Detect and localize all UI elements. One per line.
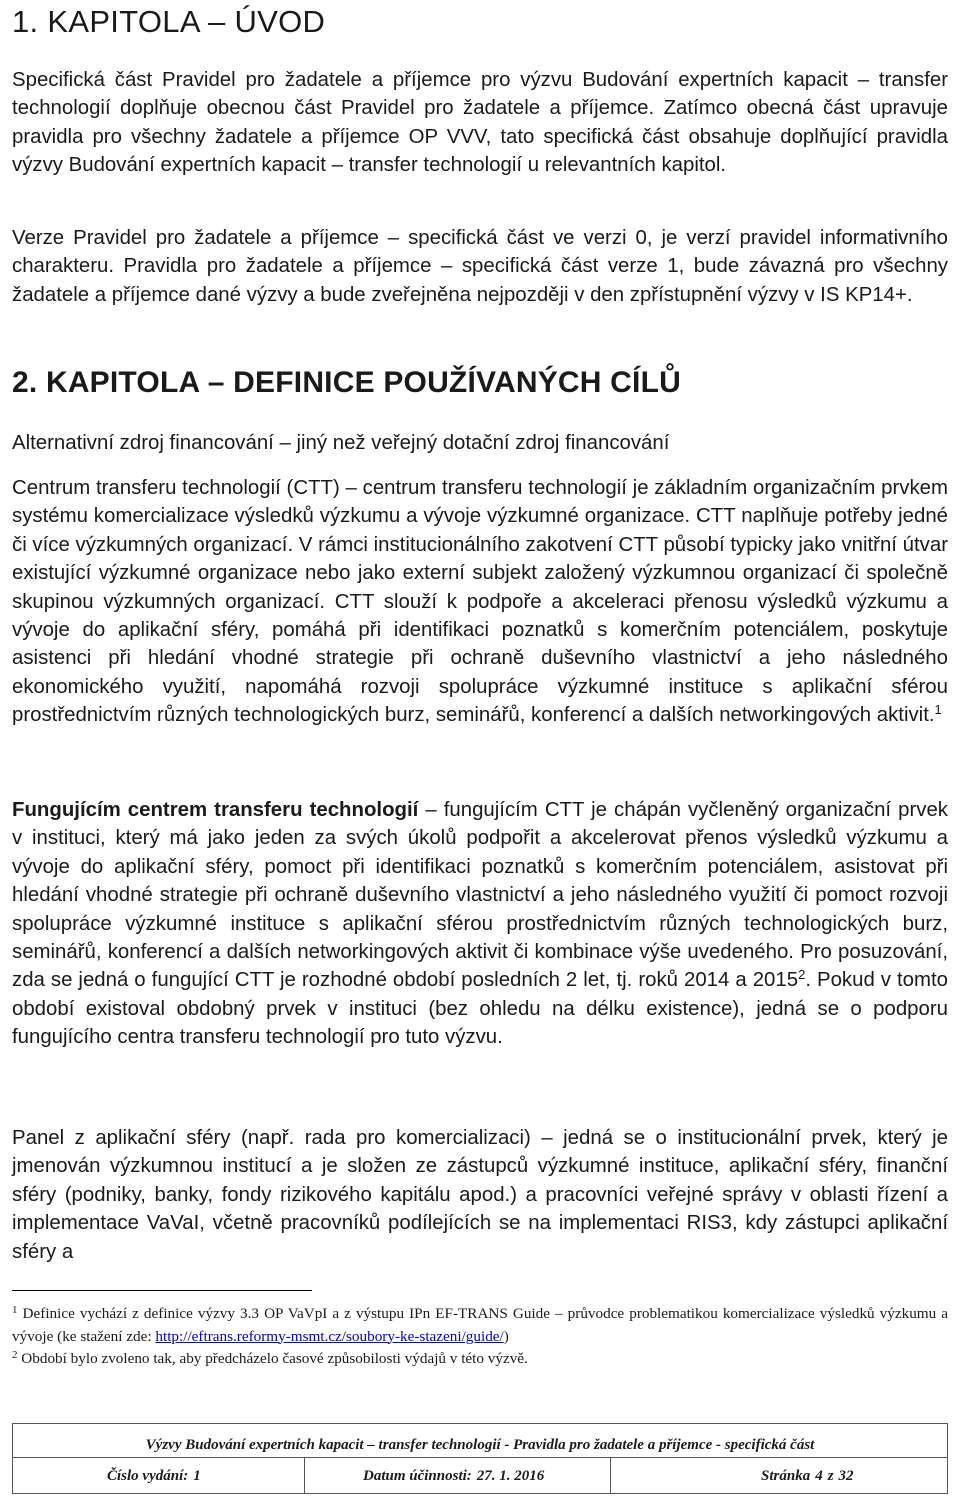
definition-alternative-funding: Alternativní zdroj financování – jiný než veřejný dotační zdroj financování [12,432,670,454]
footnote-2 [12,1348,948,1371]
footer-meta-row [13,1458,947,1494]
footer-date [305,1458,611,1494]
footer-page-current: 4 [815,1467,823,1484]
footnote-2-number: 2 [12,1349,18,1361]
footnote-1-number: 1 [12,1304,18,1316]
footer-issue [13,1458,305,1494]
footnote-ref-1[interactable]: 1 [934,702,942,718]
footer-title: Výzvy Budování expertních kapacit – transfer technologií - Pravidla pro žadatele a příjemce - specifická část [145,1437,815,1453]
footnotes [12,1303,948,1371]
definition-functioning-ctt-text-b: . Pokud v tomto období existoval obdobný prvek v instituci (bez ohledu na délku existence), jedná se o podporu fungujícího centra transferu technologií pro tuto výzvu. [12,969,948,1049]
definition-functioning-ctt-text-a: – fungujícím CTT je chápán vyčleněný organizační prvek v instituci, který má jako jeden za svých úkolů podpořit a akcelerovat přenos výsledků výzkumu a vývoje do aplikační sféry, pomoct při identifikaci poznatků s komerčním potenciálem, asistovat při hledání vhodné strategie při ochraně duševního vlastnictví a jeho následného využití či pomoct rozvoji spolupráce výzkumné instituce s aplikační sférou prostřednictvím různých technologických burz, seminářů, konferencí a dalších networkingových aktivit či kombinace výše uvedeného. Pro posuzování, zda se jedná o fungující CTT je rozhodné období posledních 2 let, tj. roků 2014 a 2015 [12,799,948,992]
footer-issue-label: Číslo vydání: [107,1467,189,1484]
footer-page-label: Stránka [761,1467,811,1484]
definition-application-panel: Panel z aplikační sféry (např. rada pro komercializaci) – jedná se o institucionální prvek, který je jmenován výzkumnou institucí a je složen ze zástupců výzkumné instituce, aplikační sféry, finanční sféry (podniky, banky, fondy rizikového kapitálu apod.) a pracovníci veřejné správy v oblasti řízení a implementace VaVaI, včetně pracovníků podílejících se na implementaci RIS3, kdy zástupci aplikační sféry a [12,1127,948,1263]
footer-page-of: z [827,1467,834,1484]
footer-title-row [13,1424,947,1458]
footnote-separator [12,1290,312,1291]
footnote-1-text: Definice vychází z definice výzvy 3.3 OP VaVpI a z výstupu IPn EF-TRANS Guide – průvodce problematikou komercializace výsledků výzkumu a vývoje (ke stažení zde: [12,1305,948,1345]
footer-date-label: Datum účinnosti: [363,1467,472,1484]
footnote-2-text: Období bylo zvoleno tak, aby předcházelo časové způsobilosti výdajů v této výzvě. [17,1350,528,1367]
footer-page-total: 32 [838,1467,854,1484]
definition-ctt [12,474,948,730]
footnote-1-end: ) [503,1327,509,1345]
footer-issue-value: 1 [193,1467,201,1484]
footnote-ref-2[interactable]: 2 [798,967,806,983]
footnote-1 [12,1303,948,1348]
footer-page [611,1458,947,1494]
chapter-1-paragraph-2: Verze Pravidel pro žadatele a příjemce – specifická část ve verzi 0, je verzí pravidel informativního charakteru. Pravidla pro žadatele a příjemce – specifická část verze 1, bude závazná pro všechny žadatele a příjemce dané výzvy a bude zveřejněna nejpozději v den zpřístupnění výzvy v IS KP14+. [12,227,948,306]
definition-ctt-text: Centrum transferu technologií (CTT) – centrum transferu technologií je základním organizačním prvkem systému komercializace výsledků výzkumu a vývoje výzkumné organizace. CTT naplňuje potřeby jedné či více výzkumných organizací. V rámci institucionálního zakotvení CTT působí typicky jako vnitřní útvar existující výzkumné organizace nebo jako externí subjekt založený výzkumnou organizací či společně skupinou výzkumných organizací. CTT slouží k podpoře a akceleraci přenosu výsledků výzkumu a vývoje do aplikační sféry, pomáhá při identifikaci poznatků s komerčním potenciálem, poskytuje asistenci při hledání vhodné strategie při ochraně duševního vlastnictví a jeho následného ekonomického využití, napomáhá rozvoji spolupráce výzkumné instituce s aplikační sférou prostřednictvím různých technologických burz, seminářů, konferencí a dalších networkingových aktivit. [12,477,948,727]
definition-term-functioning-ctt: Fungujícím centrem transferu technologií [12,799,419,821]
definition-functioning-ctt [12,796,948,1052]
page-footer [12,1423,948,1494]
chapter-2-heading: 2. KAPITOLA – DEFINICE POUŽÍVANÝCH CÍLŮ [12,366,681,399]
chapter-1-paragraph-1: Specifická část Pravidel pro žadatele a příjemce pro výzvu Budování expertních kapacit – transfer technologií doplňuje obecnou část Pravidel pro žadatele a příjemce. Zatímco obecná část upravuje pravidla pro všechny žadatele a příjemce OP VVV, tato specifická část obsahuje doplňující pravidla výzvy Budování expertních kapacit – transfer technologií u relevantních kapitol. [12,69,948,177]
chapter-1-heading: 1. KAPITOLA – ÚVOD [12,4,326,39]
footer-date-value: 27. 1. 2016 [476,1467,545,1484]
footnote-1-link[interactable]: http://eftrans.reformy-msmt.cz/soubory-ke-stazeni/guide/ [155,1327,504,1345]
